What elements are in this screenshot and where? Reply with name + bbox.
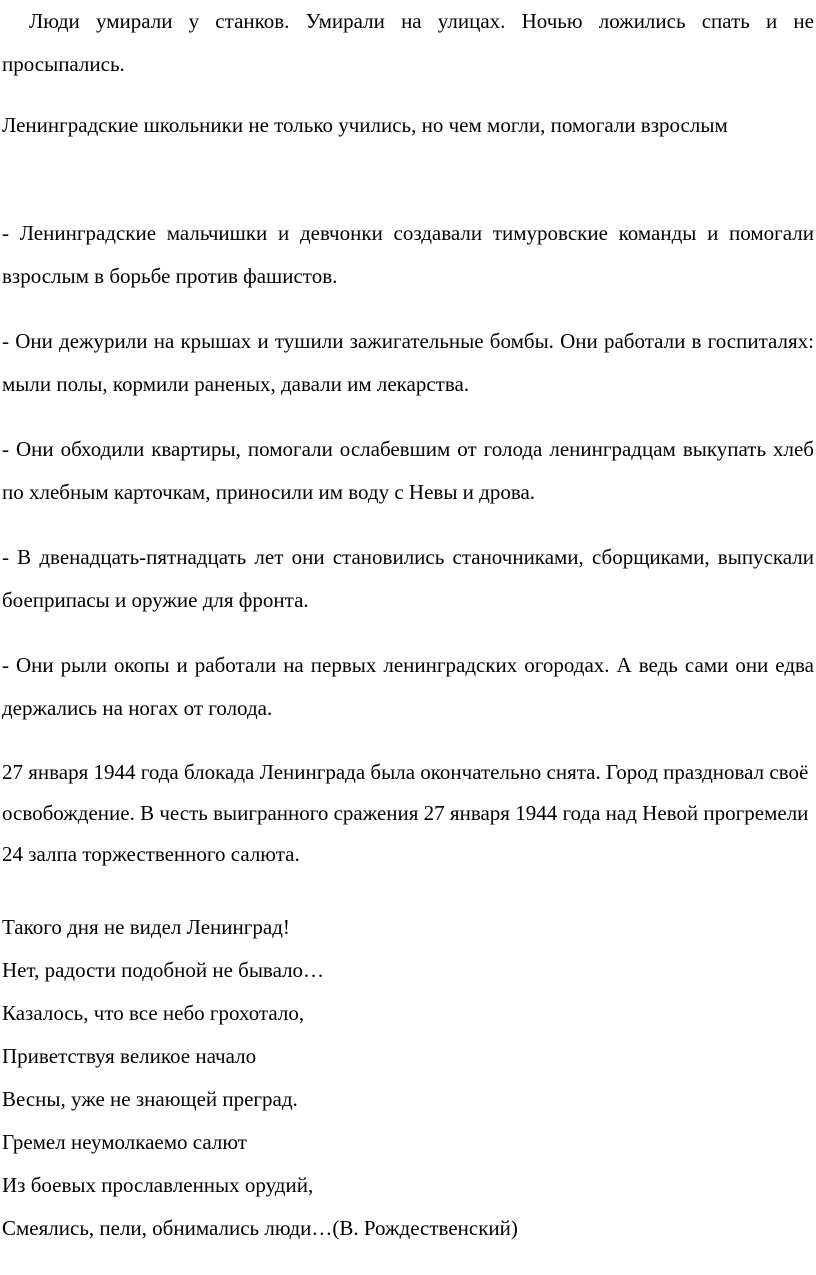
poem-line: Смеялись, пели, обнимались люди…(В. Рождественский) <box>2 1216 518 1240</box>
paragraph-2: Ленинградские школьники не только учились, но чем могли, помогали взрослым <box>2 113 728 137</box>
paragraph-7: - Они рыли окопы и работали на первых ленинградских огородах. А ведь сами они едва держались на ногах от голода. <box>2 653 814 720</box>
paragraph-3: - Ленинградские мальчишки и девчонки создавали тимуровские команды и помогали взрослым в борьбе против фашистов. <box>2 221 814 288</box>
poem-line: Нет, радости подобной не бывало… <box>2 958 325 982</box>
poem <box>2 906 814 1250</box>
paragraph-5: - Они обходили квартиры, помогали ослабевшим от голода ленинградцам выкупать хлеб по хлебным карточкам, приносили им воду с Невы и дрова. <box>2 437 814 504</box>
poem-line: Из боевых прославленных орудий, <box>2 1173 314 1197</box>
poem-line: Такого дня не видел Ленинград! <box>2 915 290 939</box>
paragraph-1: Люди умирали у станков. Умирали на улицах. Ночью ложились спать и не просыпались. <box>2 9 814 76</box>
paragraph-4: - Они дежурили на крышах и тушили зажигательные бомбы. Они работали в госпиталях: мыли полы, кормили раненых, давали им лекарства. <box>2 329 814 396</box>
paragraph-6: - В двенадцать-пятнадцать лет они становились станочниками, сборщиками, выпускали боеприпасы и оружие для фронта. <box>2 545 814 612</box>
poem-line: Казалось, что все небо грохотало, <box>2 1001 305 1025</box>
poem-line: Гремел неумолкаемо салют <box>2 1130 247 1154</box>
poem-line: Приветствуя великое начало <box>2 1044 257 1068</box>
paragraph-8: 27 января 1944 года блокада Ленинграда была окончательно снята. Город праздновал своё освобождение. В честь выигранного сражения 27 января 1944 года над Невой прогремели 24 залпа торжественного салюта. <box>2 760 809 866</box>
poem-line: Весны, уже не знающей преград. <box>2 1087 298 1111</box>
